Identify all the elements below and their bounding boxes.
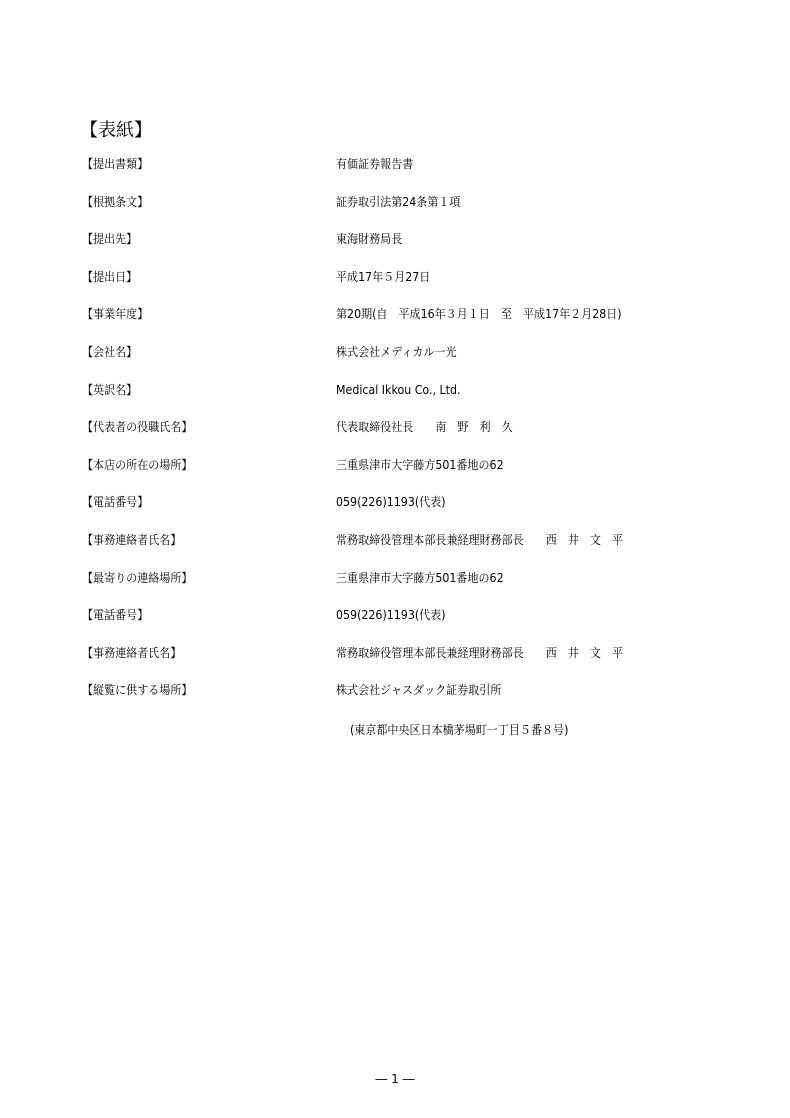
cover-field-row — [82, 607, 732, 623]
field-value: 常務取締役管理本部長兼経理財務部長 西 井 文 平 — [336, 645, 624, 660]
cover-field-row — [82, 645, 732, 661]
field-value: 東海財務局長 — [336, 232, 403, 247]
cover-field-row — [82, 382, 732, 398]
field-label: 【代表者の役職氏名】 — [82, 420, 193, 435]
cover-field-row — [82, 570, 732, 586]
field-value: 常務取締役管理本部長兼経理財務部長 西 井 文 平 — [336, 533, 624, 547]
field-label: 【提出先】 — [82, 232, 138, 247]
field-value: 三重県津市大字藤方501番地の62 — [336, 457, 504, 472]
field-label: 【電話番号】 — [82, 608, 149, 623]
field-label: 【根拠条文】 — [82, 194, 149, 209]
field-label: 【提出日】 — [82, 269, 138, 284]
field-label: 【本店の所在の場所】 — [82, 457, 193, 472]
cover-field-row — [82, 156, 732, 172]
cover-field-row — [82, 419, 732, 435]
cover-field-row — [82, 306, 732, 322]
field-value: 株式会社ジャスダック証券取引所 — [336, 683, 502, 698]
field-value: Medical Ikkou Co., Ltd. — [336, 382, 461, 397]
field-value: 証券取引法第24条第１項 — [336, 194, 461, 209]
field-value: 有価証券報告書 — [336, 157, 414, 171]
cover-field-row — [82, 457, 732, 473]
field-value: 059(226)1193(代表) — [336, 608, 446, 623]
cover-field-row — [82, 231, 732, 247]
field-label: 【英訳名】 — [82, 382, 138, 397]
cover-field-row — [82, 494, 732, 510]
field-label: 【事業年度】 — [82, 307, 149, 322]
field-label: 【会社名】 — [82, 345, 138, 359]
field-label: 【縦覧に供する場所】 — [82, 683, 193, 698]
field-value: 平成17年５月27日 — [336, 269, 431, 284]
cover-field-row — [82, 269, 732, 285]
field-value: 三重県津市大字藤方501番地の62 — [336, 570, 504, 585]
field-value: 第20期(自 平成16年３月１日 至 平成17年２月28日) — [336, 307, 622, 322]
field-value: 059(226)1193(代表) — [336, 495, 446, 510]
page-number: ― 1 ― — [375, 1072, 415, 1086]
field-value: 株式会社メディカル一光 — [336, 345, 457, 359]
field-label: 【提出書類】 — [82, 157, 149, 171]
document-title: 【表紙】 — [80, 120, 152, 141]
field-label: 【事務連絡者氏名】 — [82, 533, 182, 547]
cover-field-row — [82, 682, 732, 698]
field-label: 【最寄りの連絡場所】 — [82, 570, 193, 585]
cover-field-row — [82, 344, 732, 360]
exchange-address: (東京都中央区日本橋茅場町一丁目５番８号) — [350, 723, 569, 737]
cover-field-row — [82, 532, 732, 548]
cover-field-row — [82, 194, 732, 210]
field-label: 【事務連絡者氏名】 — [82, 645, 182, 660]
field-value: 代表取締役社長 南 野 利 久 — [336, 420, 513, 435]
field-label: 【電話番号】 — [82, 495, 149, 510]
